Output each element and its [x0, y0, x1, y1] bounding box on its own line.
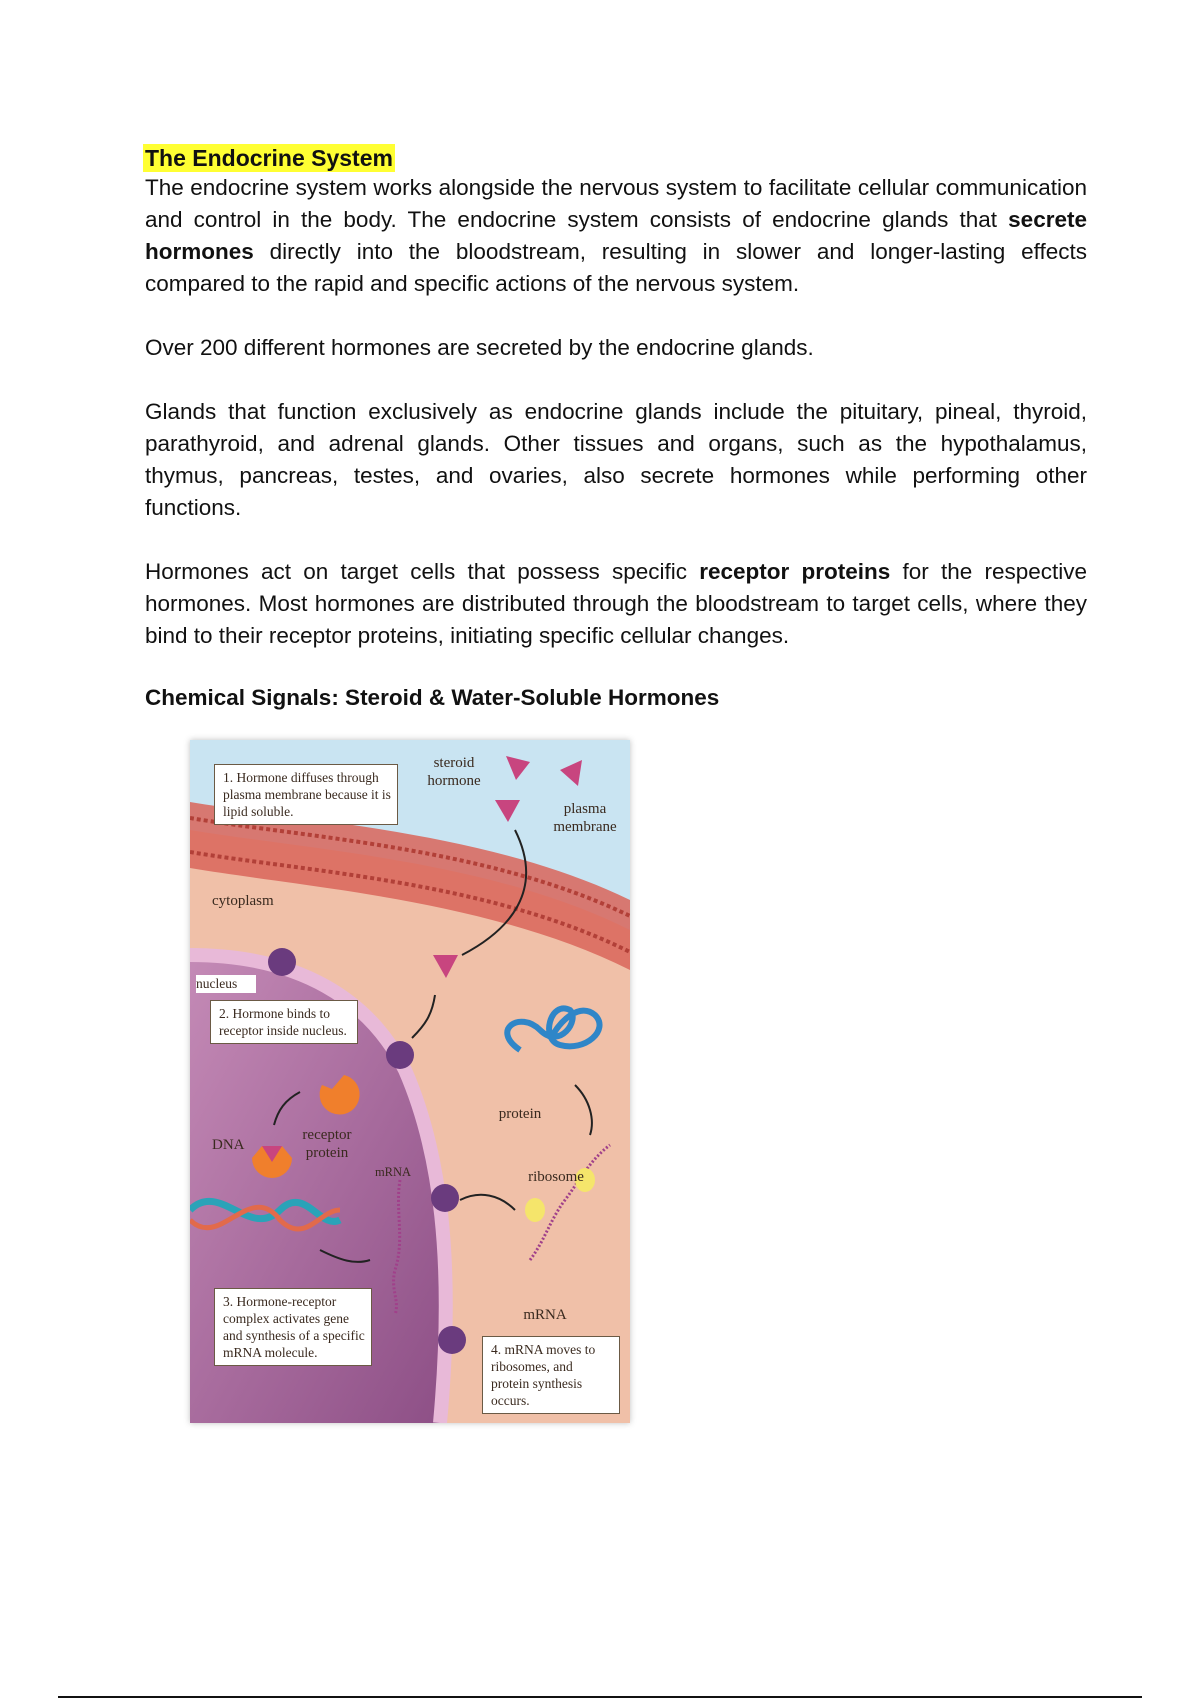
- paragraph-intro: [145, 172, 1087, 300]
- step-2-label: 2. Hormone binds to receptor inside nucleus.: [210, 1000, 358, 1044]
- step-4-label: 4. mRNA moves to ribosomes, and protein synthesis occurs.: [482, 1336, 620, 1414]
- step-3-label: 3. Hormone-receptor complex activates gene and synthesis of a specific mRNA molecule.: [214, 1288, 372, 1366]
- mrna-outer-label: mRNA: [523, 1307, 567, 1323]
- paragraph-glands: Glands that function exclusively as endocrine glands include the pituitary, pineal, thyroid, parathyroid, and adrenal glands. Other tissues and organs, such as the hypothalamus, thymus, pancreas, testes, and ovaries, also secrete hormones while performing other functions.: [145, 399, 1087, 520]
- nuclear-pore-1: [268, 948, 296, 976]
- mrna-inner-label: mRNA: [374, 1165, 412, 1179]
- steroid-hormone-figure: [190, 740, 630, 1423]
- nuclear-pore-4: [438, 1326, 466, 1354]
- paragraph-hormone-count: Over 200 different hormones are secreted by the endocrine glands.: [145, 335, 814, 360]
- bottom-rule: [58, 1696, 1142, 1698]
- protein-label: protein: [498, 1106, 542, 1122]
- paragraph-intro-bold: secrete hormones: [145, 207, 1087, 264]
- paragraph-intro-text-a: The endocrine system works alongside the nervous system to facilitate cellular communication and control in the body. The endocrine system consists of endocrine glands that: [145, 175, 1087, 232]
- nucleus-label: nucleus: [196, 975, 256, 993]
- nuclear-pore-3: [431, 1184, 459, 1212]
- paragraph-receptors-text-a: Hormones act on target cells that possess specific: [145, 559, 700, 584]
- paragraph-intro-text-b: directly into the bloodstream, resulting in slower and longer-lasting effects compared to the rapid and specific actions of the nervous system.: [145, 239, 1087, 296]
- steroid-hormone-label: steroid hormone: [427, 755, 481, 789]
- page-title: The Endocrine System: [145, 145, 393, 171]
- receptor-protein-label: receptor protein: [302, 1127, 352, 1161]
- paragraph-receptors-bold: receptor proteins: [699, 559, 891, 584]
- nuclear-pore-2: [386, 1041, 414, 1069]
- paragraph-receptors: [145, 556, 1087, 652]
- section-subheading: Chemical Signals: Steroid & Water-Soluble Hormones: [145, 685, 720, 710]
- step-1-label: 1. Hormone diffuses through plasma membrane because it is lipid soluble.: [214, 764, 398, 825]
- plasma-membrane-label: plasma membrane: [553, 801, 617, 835]
- cytoplasm-label: cytoplasm: [212, 893, 274, 909]
- document-body: [145, 144, 1087, 714]
- ribosome-1: [525, 1198, 545, 1222]
- ribosome-label: ribosome: [528, 1169, 584, 1185]
- paragraph-receptors-text-b: for the respective hormones. Most hormones are distributed through the bloodstream to target cells, where they bind to their receptor proteins, initiating specific cellular changes.: [145, 559, 1087, 648]
- dna-label: DNA: [212, 1137, 245, 1153]
